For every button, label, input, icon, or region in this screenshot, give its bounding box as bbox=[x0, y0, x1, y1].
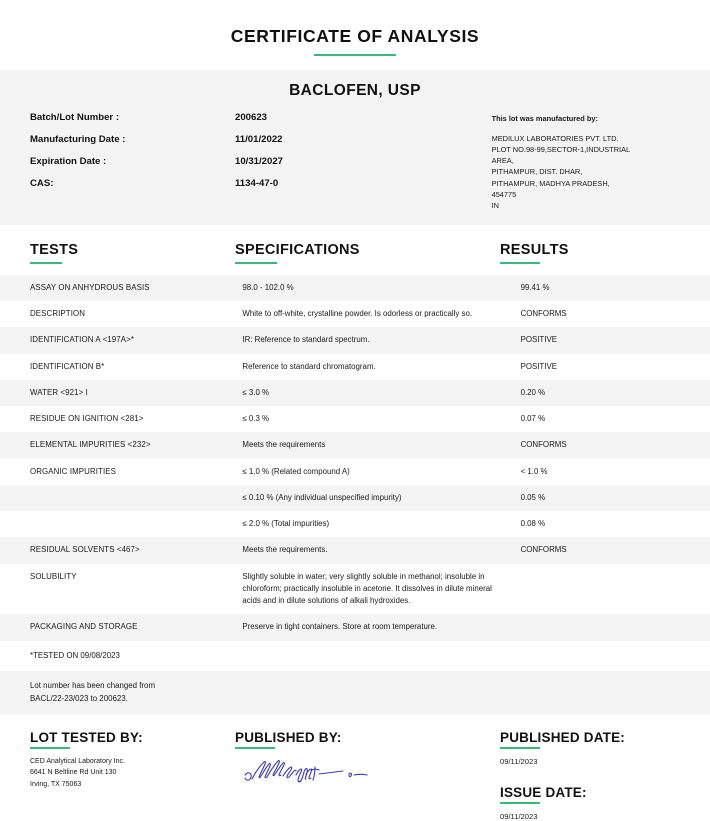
cell-test-name: IDENTIFICATION B* bbox=[30, 361, 105, 371]
page-title: CERTIFICATE OF ANALYSIS bbox=[230, 26, 480, 46]
cell-test-name: ELEMENTAL IMPURITIES <232> bbox=[30, 440, 151, 450]
table-row bbox=[0, 380, 710, 406]
manufacturer-heading: This lot was manufactured by: bbox=[491, 114, 598, 123]
cell-specification: Preserve in tight containers. Store at room temperature. bbox=[242, 622, 438, 632]
cell-specification: ≤ 0.10 % (Any individual unspecified impurity) bbox=[242, 492, 402, 502]
column-header-results-rule bbox=[500, 262, 540, 264]
cell-result: 99.41 % bbox=[520, 282, 550, 292]
meta-row-batch bbox=[30, 112, 492, 123]
lab-address bbox=[30, 756, 235, 791]
cell-specification: ≤ 1.0 % (Related compound A) bbox=[242, 466, 350, 476]
cell-result: < 1.0 % bbox=[520, 466, 548, 476]
cell-specification: ≤ 2.0 % (Total impurities) bbox=[242, 519, 330, 529]
manufacturer-address-line: PITHAMPUR, DIST. DHAR, bbox=[491, 167, 583, 177]
table-row bbox=[0, 511, 710, 537]
cell-specification: 98.0 - 102.0 % bbox=[242, 282, 294, 292]
product-info-band bbox=[0, 70, 710, 225]
table-row bbox=[0, 485, 710, 511]
published-date-value: 09/11/2023 bbox=[500, 756, 538, 766]
manufacturer-address-line: MEDILUX LABORATORIES PVT. LTD. bbox=[491, 134, 619, 144]
issue-date-rule bbox=[500, 802, 540, 804]
cell-test-name: RESIDUE ON IGNITION <281> bbox=[30, 414, 144, 424]
table-row bbox=[0, 301, 710, 327]
cell-test-name bbox=[30, 492, 242, 504]
meta-value-cas: 1134-47-0 bbox=[235, 178, 279, 189]
column-header-tests-label: TESTS bbox=[30, 241, 79, 258]
cell-specification: IR: Reference to standard spectrum. bbox=[242, 335, 370, 345]
lab-address-line: Irving, TX 75063 bbox=[30, 780, 82, 788]
meta-row-manufacturing-date bbox=[30, 134, 492, 145]
table-row bbox=[0, 354, 710, 380]
lab-address-line: 6641 N Beltline Rd Unit 130 bbox=[30, 769, 117, 777]
tested-on-text: *TESTED ON 09/08/2023 bbox=[30, 650, 120, 660]
cell-specification: Reference to standard chromatogram. bbox=[242, 361, 376, 371]
meta-value-manufacturing-date: 11/01/2022 bbox=[235, 134, 283, 145]
meta-value-expiration-date: 10/31/2027 bbox=[235, 156, 284, 167]
cell-test-name bbox=[30, 518, 242, 530]
published-by-rule bbox=[235, 747, 275, 749]
meta-label-cas: CAS: bbox=[30, 178, 54, 189]
cell-specification: ≤ 3.0 % bbox=[242, 387, 270, 397]
column-header-results-label: RESULTS bbox=[500, 241, 569, 258]
manufacturer-address-line: 454775 bbox=[491, 189, 517, 199]
table-row bbox=[0, 459, 710, 485]
lot-tested-by-heading bbox=[30, 730, 143, 749]
lot-change-line-1: Lot number has been changed from bbox=[30, 681, 156, 691]
manufacturer-block bbox=[492, 112, 688, 211]
column-header-specifications-rule bbox=[235, 262, 277, 264]
column-header-specifications bbox=[235, 241, 500, 259]
batch-meta-list bbox=[30, 112, 492, 191]
cell-test-name: WATER <921> I bbox=[30, 387, 88, 397]
lot-tested-by-heading-label: LOT TESTED BY: bbox=[30, 729, 143, 745]
cell-test-name: DESCRIPTION bbox=[30, 309, 86, 319]
published-by-block bbox=[235, 729, 500, 821]
lot-change-line-2: BACL/22-23/023 to 200623. bbox=[30, 693, 128, 703]
cell-specification: Meets the requirements. bbox=[242, 545, 328, 555]
cell-specification: ≤ 0.3 % bbox=[242, 414, 270, 424]
manufacturer-address-line: IN bbox=[491, 200, 499, 210]
cell-specification: Slightly soluble in water; very slightly soluble in methanol; insoluble in chloroform; practically insoluble in acetone. It dissolves in dilute mineral acids and in dilute solutions of alkali hydroxides. bbox=[242, 571, 492, 606]
lot-tested-by-rule bbox=[30, 747, 70, 749]
published-date-heading bbox=[500, 730, 625, 749]
cell-result bbox=[521, 621, 710, 633]
table-row bbox=[0, 564, 710, 615]
published-by-heading-label: PUBLISHED BY: bbox=[235, 729, 342, 745]
document-header bbox=[0, 0, 710, 56]
cell-result bbox=[521, 571, 710, 608]
published-date-rule bbox=[500, 747, 540, 749]
table-row bbox=[0, 406, 710, 432]
lot-tested-by-block bbox=[30, 729, 235, 821]
meta-label-manufacturing-date: Manufacturing Date : bbox=[30, 134, 126, 145]
cell-specification: White to off-white, crystalline powder. Is odorless or practically so. bbox=[242, 309, 473, 319]
cell-test-name: RESIDUAL SOLVENTS <467> bbox=[30, 545, 140, 555]
manufacturer-address-line: PITHAMPUR, MADHYA PRADESH, bbox=[491, 178, 610, 188]
test-results-table bbox=[0, 275, 710, 641]
meta-row-cas bbox=[30, 178, 492, 189]
meta-label-batch: Batch/Lot Number : bbox=[30, 112, 120, 123]
cell-result: CONFORMS bbox=[520, 545, 567, 555]
lab-address-line: CED Analytical Laboratory Inc. bbox=[30, 757, 125, 765]
column-header-results bbox=[500, 241, 569, 259]
table-column-headers bbox=[0, 225, 710, 265]
issue-date-value: 09/11/2023 bbox=[500, 811, 538, 821]
table-row bbox=[0, 275, 710, 301]
issue-date-heading bbox=[500, 785, 587, 804]
cell-result: 0.20 % bbox=[520, 387, 546, 397]
issue-date-heading-label: ISSUE DATE: bbox=[500, 784, 587, 800]
table-row bbox=[0, 327, 710, 353]
cell-result: 0.05 % bbox=[520, 492, 546, 502]
column-header-specifications-label: SPECIFICATIONS bbox=[235, 241, 360, 258]
cell-test-name: SOLUBILITY bbox=[30, 571, 77, 581]
cell-result: POSITIVE bbox=[520, 335, 557, 345]
cell-test-name: ASSAY ON ANHYDROUS BASIS bbox=[30, 282, 150, 292]
published-date-heading-label: PUBLISHED DATE: bbox=[500, 729, 626, 745]
meta-row-expiration-date bbox=[30, 156, 492, 167]
manufacturer-address bbox=[492, 133, 688, 211]
cell-result: CONFORMS bbox=[520, 440, 567, 450]
cell-result: CONFORMS bbox=[520, 309, 567, 319]
cell-test-name: ORGANIC IMPURITIES bbox=[30, 466, 116, 476]
lot-change-note bbox=[0, 671, 710, 714]
cell-result: 0.08 % bbox=[520, 519, 546, 529]
title-underline-rule bbox=[314, 54, 396, 56]
dates-block bbox=[500, 729, 690, 821]
published-by-heading bbox=[235, 730, 342, 749]
cell-test-name: IDENTIFICATION A <197A>* bbox=[30, 335, 134, 345]
table-row bbox=[0, 614, 710, 640]
table-row bbox=[0, 537, 710, 563]
column-header-tests-rule bbox=[30, 262, 62, 264]
table-row bbox=[0, 432, 710, 458]
cell-result: POSITIVE bbox=[520, 361, 557, 371]
document-footer bbox=[0, 715, 710, 821]
tested-on-note bbox=[0, 641, 710, 672]
column-header-tests bbox=[30, 241, 235, 259]
manufacturer-address-line: AREA, bbox=[491, 156, 514, 166]
meta-value-batch: 200623 bbox=[235, 112, 268, 123]
cell-specification: Meets the requirements bbox=[242, 440, 326, 450]
manufacturer-address-line: PLOT NO.98-99,SECTOR-1,INDUSTRIAL bbox=[491, 145, 631, 155]
product-name: BACLOFEN, USP bbox=[289, 82, 421, 99]
signature-image bbox=[235, 755, 500, 794]
cell-result: 0.07 % bbox=[520, 414, 546, 424]
cell-test-name: PACKAGING AND STORAGE bbox=[30, 622, 138, 632]
meta-label-expiration-date: Expiration Date : bbox=[30, 156, 107, 167]
